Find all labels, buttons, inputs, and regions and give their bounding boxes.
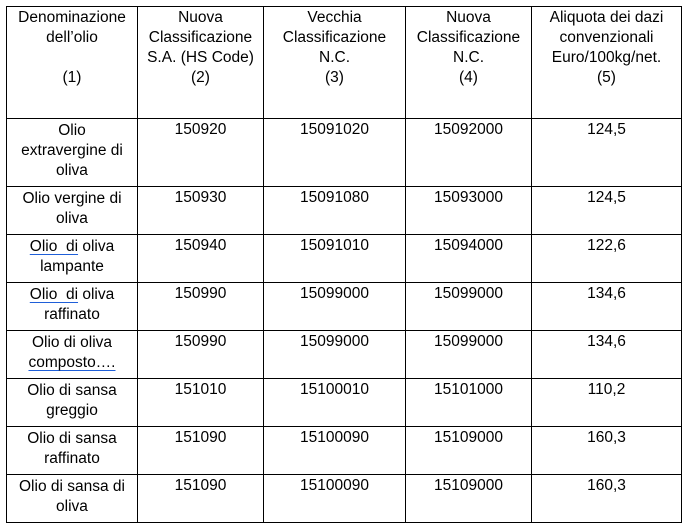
header-line: Nuova	[446, 9, 491, 26]
oil-name-line: Olio di sansa	[27, 382, 117, 399]
hs-code-cell: 151010	[138, 379, 264, 427]
oil-name-line: extravergine di	[21, 142, 123, 159]
oil-name-text: oliva	[78, 238, 115, 255]
new-nc-cell: 15109000	[406, 427, 532, 475]
header-duty-rate	[532, 7, 682, 119]
new-nc-cell: 15099000	[406, 331, 532, 379]
olive-oil-tariff-table	[6, 6, 682, 523]
spellcheck-underlined-text: Olio di	[29, 286, 79, 303]
duty-rate-cell: 160,3	[532, 427, 682, 475]
header-row	[7, 7, 682, 119]
table-header	[7, 7, 682, 119]
oil-name-cell	[7, 331, 138, 379]
header-line: N.C.	[453, 49, 484, 66]
oil-name-cell	[7, 235, 138, 283]
spellcheck-underlined-text: Olio di	[29, 238, 79, 255]
hs-code-cell: 150990	[138, 283, 264, 331]
oil-name-line: Olio di oliva	[31, 334, 113, 351]
duty-rate-cell: 110,2	[532, 379, 682, 427]
table-row	[7, 379, 682, 427]
oil-name-cell	[7, 475, 138, 523]
header-line: (4)	[459, 69, 478, 86]
header-line: S.A. (HS Code)	[147, 49, 254, 66]
oil-name-line: greggio	[46, 402, 98, 419]
oil-name-line: oliva	[56, 210, 88, 227]
old-nc-cell: 15091010	[264, 235, 406, 283]
header-oil-name	[7, 7, 138, 119]
header-line: Classificazione	[282, 29, 387, 46]
header-line: Classificazione	[416, 29, 521, 46]
oil-name-line	[10, 353, 134, 373]
header-line: dell’olio	[46, 29, 98, 46]
duty-rate-cell: 134,6	[532, 283, 682, 331]
header-line: Denominazione	[18, 9, 126, 26]
new-nc-cell: 15101000	[406, 379, 532, 427]
header-new-nc	[406, 7, 532, 119]
old-nc-cell: 15099000	[264, 331, 406, 379]
oil-name-cell	[7, 379, 138, 427]
header-line: (2)	[191, 69, 210, 86]
table-row	[7, 235, 682, 283]
oil-name-line: lampante	[40, 258, 104, 275]
oil-name-cell	[7, 119, 138, 187]
table-row	[7, 475, 682, 523]
duty-rate-cell: 124,5	[532, 187, 682, 235]
old-nc-cell: 15100090	[264, 427, 406, 475]
oil-name-line: Olio di sansa	[27, 430, 117, 447]
oil-name-line: oliva	[56, 498, 88, 515]
old-nc-cell: 15100010	[264, 379, 406, 427]
table-row	[7, 119, 682, 187]
hs-code-cell: 150920	[138, 119, 264, 187]
oil-name-line	[10, 285, 134, 305]
new-nc-cell: 15109000	[406, 475, 532, 523]
oil-name-line	[10, 237, 134, 257]
oil-name-line: oliva	[56, 162, 88, 179]
oil-name-cell	[7, 427, 138, 475]
table-row	[7, 331, 682, 379]
table-row	[7, 427, 682, 475]
header-line: Nuova	[178, 9, 223, 26]
duty-rate-cell: 160,3	[532, 475, 682, 523]
oil-name-line: raffinato	[44, 450, 100, 467]
duty-rate-cell: 134,6	[532, 331, 682, 379]
old-nc-cell: 15091020	[264, 119, 406, 187]
duty-rate-cell: 124,5	[532, 119, 682, 187]
oil-name-text: oliva	[78, 286, 115, 303]
table-row	[7, 283, 682, 331]
oil-name-line: Olio di sansa di	[19, 478, 125, 495]
header-line: Aliquota dei dazi	[549, 9, 664, 26]
header-line: (3)	[325, 69, 344, 86]
table-body	[7, 119, 682, 523]
header-line: (5)	[597, 69, 616, 86]
new-nc-cell: 15099000	[406, 283, 532, 331]
new-nc-cell: 15092000	[406, 119, 532, 187]
header-line: Classificazione	[148, 29, 253, 46]
hs-code-cell: 151090	[138, 427, 264, 475]
hs-code-cell: 150930	[138, 187, 264, 235]
hs-code-cell: 151090	[138, 475, 264, 523]
oil-name-line: raffinato	[44, 306, 100, 323]
hs-code-cell: 150990	[138, 331, 264, 379]
old-nc-cell: 15099000	[264, 283, 406, 331]
old-nc-cell: 15091080	[264, 187, 406, 235]
header-line: Vecchia	[307, 9, 362, 26]
header-line: N.C.	[319, 49, 350, 66]
oil-name-cell	[7, 283, 138, 331]
header-old-nc	[264, 7, 406, 119]
table-row	[7, 187, 682, 235]
hs-code-cell: 150940	[138, 235, 264, 283]
header-line	[10, 48, 134, 68]
new-nc-cell: 15093000	[406, 187, 532, 235]
header-line: convenzionali	[559, 29, 654, 46]
spellcheck-underlined-text: composto….	[28, 354, 116, 371]
oil-name-cell	[7, 187, 138, 235]
old-nc-cell: 15100090	[264, 475, 406, 523]
new-nc-cell: 15094000	[406, 235, 532, 283]
header-hs-code	[138, 7, 264, 119]
header-line: Euro/100kg/net.	[551, 49, 662, 66]
duty-rate-cell: 122,6	[532, 235, 682, 283]
oil-name-line: Olio	[58, 122, 86, 139]
header-line: (1)	[62, 69, 82, 86]
oil-name-line: Olio vergine di	[22, 190, 122, 207]
